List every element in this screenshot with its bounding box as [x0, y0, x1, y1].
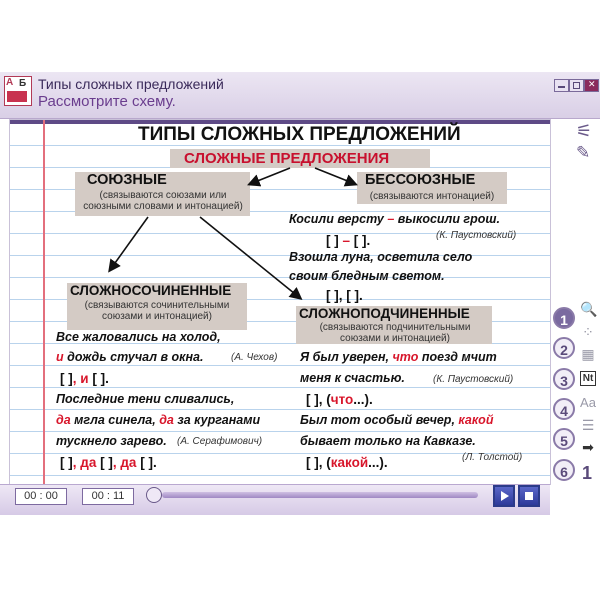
step-1-button[interactable]: 1 [553, 307, 575, 329]
step-2-button[interactable]: 2 [553, 337, 575, 359]
bessoyuznye-note: (связываются интонацией) [369, 191, 495, 202]
sso-example-2-line1: Последние тени сливались, [56, 392, 235, 406]
sso-example-1-line2: и дождь стучал в окна. [56, 350, 204, 364]
minimize-button[interactable] [554, 79, 569, 92]
window-title: Типы сложных предложений [38, 76, 224, 92]
step-6-button[interactable]: 6 [553, 459, 575, 481]
total-time: 00 : 11 [82, 488, 134, 505]
step-4-button[interactable]: 4 [553, 398, 575, 420]
spp-example-1-line2: меня к счастью. [300, 371, 405, 385]
bessoyuznye-title: БЕССОЮЗНЫЕ [365, 172, 476, 188]
sso-example-2-line3: тускнело зарево. [56, 434, 167, 448]
page-number: 1 [582, 463, 593, 483]
schema-card [9, 119, 551, 485]
app-logo-icon: А Б [4, 76, 32, 106]
text-size-icon[interactable]: Aa [580, 395, 596, 410]
spp-note: (связываются подчинительными союзами и интонацией) [319, 322, 471, 344]
sso-example-2-source: (А. Серафимович) [177, 436, 263, 447]
note-icon[interactable]: Nt [580, 371, 596, 386]
bs-example-1-source: (К. Паустовский) [436, 230, 517, 241]
tools-icon[interactable]: ⚟ [576, 121, 593, 142]
stop-button[interactable] [518, 485, 540, 507]
zoom-icon[interactable]: 🔍 [580, 302, 598, 318]
maximize-button[interactable] [569, 79, 584, 92]
bs-schema-2: [ ], [ ]. [326, 288, 363, 303]
dots-icon[interactable]: ⁘ [582, 325, 594, 341]
next-arrow-icon[interactable]: ➡ [582, 440, 594, 456]
sso-example-1-line1: Все жаловались на холод, [56, 330, 221, 344]
spp-example-1-line1: Я был уверен, что поезд мчит [300, 350, 497, 364]
current-time: 00 : 00 [15, 488, 67, 505]
bs-schema-1: [ ] – [ ]. [326, 233, 371, 248]
close-button[interactable]: ✕ [584, 79, 599, 92]
spp-example-1-source: (К. Паустовский) [433, 374, 514, 385]
sso-example-1-source: (А. Чехов) [231, 352, 278, 363]
spp-box [296, 306, 492, 344]
spp-title: СЛОЖНОПОДЧИНЕННЫЕ [299, 306, 470, 321]
sso-schema-1: [ ], и [ ]. [60, 371, 109, 386]
image-icon[interactable]: ▦ [581, 347, 595, 363]
list-icon[interactable]: ☰ [581, 418, 595, 434]
sso-box [67, 283, 247, 330]
spp-example-2-source: (Л. Толстой) [462, 452, 523, 463]
sso-title: СЛОЖНОСОЧИНЕННЫЕ [70, 283, 232, 298]
spp-schema-2: [ ], (какой...). [306, 455, 388, 470]
instruction-text: Рассмотрите схему. [38, 93, 176, 110]
bs-example-2-line1: Взошла луна, осветила село [289, 250, 473, 264]
step-3-button[interactable]: 3 [553, 368, 575, 390]
bs-example-1: Косили версту – выкосили грош. [289, 212, 500, 226]
sso-note: (связываются сочинительными союзами и интонацией) [84, 300, 230, 322]
step-5-button[interactable]: 5 [553, 428, 575, 450]
bs-example-2-line2: своим бледным светом. [289, 269, 445, 283]
spp-example-2-line2: бывает только на Кавказе. [300, 434, 476, 448]
soyuznye-title: СОЮЗНЫЕ [87, 172, 167, 188]
spp-schema-1: [ ], (что...). [306, 392, 373, 407]
progress-bar[interactable] [162, 492, 478, 498]
progress-slider-handle[interactable] [146, 487, 162, 503]
root-title: СЛОЖНЫЕ ПРЕДЛОЖЕНИЯ [184, 150, 390, 167]
pencil-icon[interactable]: ✎ [576, 143, 591, 163]
play-button[interactable] [493, 485, 515, 507]
soyuznye-note: (связываются союзами или союзными словами и интонацией) [83, 190, 243, 212]
page-heading: ТИПЫ СЛОЖНЫХ ПРЕДЛОЖЕНИЙ [138, 124, 461, 145]
sso-example-2-line2: да мгла синела, да за курганами [56, 413, 261, 427]
spp-example-2-line1: Был тот особый вечер, какой [300, 413, 494, 427]
sso-schema-2: [ ], да [ ], да [ ]. [60, 455, 157, 470]
